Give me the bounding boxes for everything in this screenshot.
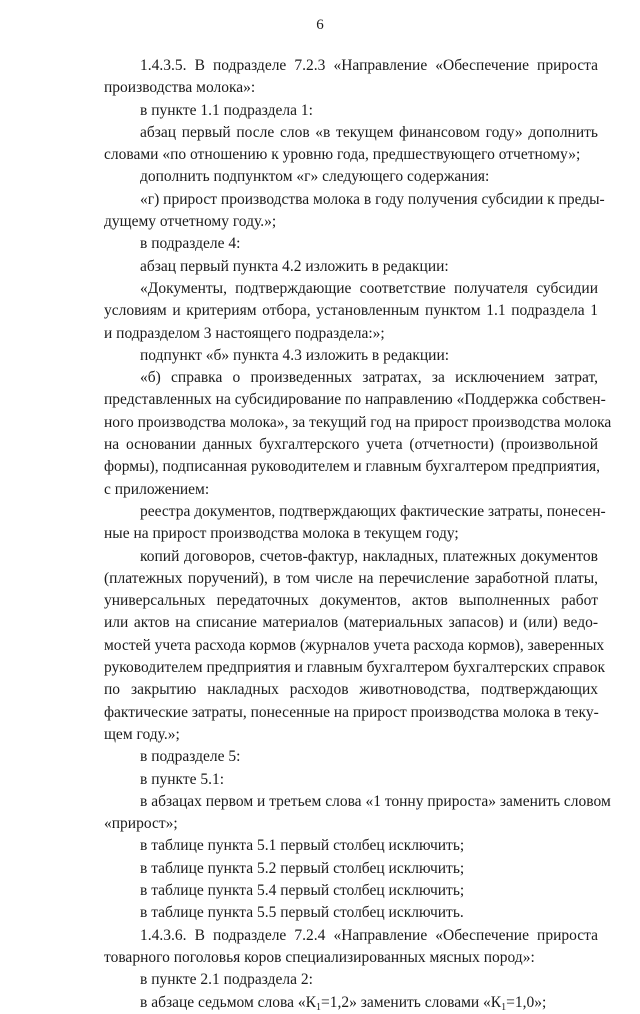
text-line: в пункте 2.1 подраздела 2: bbox=[140, 971, 313, 989]
last-line-part: =1,0»; bbox=[506, 993, 547, 1011]
text-line: или актов на списание материалов (материальных запасов) и (или) ведо- bbox=[104, 614, 598, 632]
text-line: товарного поголовья коров специализированных мясных пород»: bbox=[104, 948, 535, 966]
text-line: щем году.»; bbox=[104, 725, 180, 743]
text-line: «г) прирост производства молока в году получения субсидии к преды- bbox=[140, 190, 605, 208]
text-line: в таблице пункта 5.4 первый столбец исключить; bbox=[140, 881, 465, 899]
text-line: формы), подписанная руководителем и главным бухгалтером предприятия, bbox=[104, 458, 601, 476]
last-line-wrap bbox=[104, 992, 598, 1014]
text-line: «Документы, подтверждающие соответствие получателя субсидии bbox=[140, 279, 598, 297]
subscript: 1 bbox=[315, 1001, 321, 1013]
document-body bbox=[104, 55, 612, 991]
text-line: в подразделе 4: bbox=[140, 235, 241, 253]
text-line: словами «по отношению к уровню года, предшествующего отчетному»; bbox=[104, 146, 581, 164]
text-line: в таблице пункта 5.5 первый столбец исключить. bbox=[140, 904, 464, 922]
text-line: в пункте 1.1 подраздела 1: bbox=[140, 101, 313, 119]
text-line: 1.4.3.6. В подразделе 7.2.4 «Направление «Обеспечение прироста bbox=[140, 926, 598, 944]
text-line: копий договоров, счетов-фактур, накладных, платежных документов bbox=[140, 547, 598, 565]
text-line: производства молока»: bbox=[104, 79, 256, 97]
text-line: ного производства молока», за текущий год на прирост производства молока bbox=[104, 413, 612, 431]
text-line: фактические затраты, понесенные на прирост производства молока в теку- bbox=[104, 703, 599, 721]
text-line: дополнить подпунктом «г» следующего содержания: bbox=[140, 168, 490, 186]
text-line: и подразделом 3 настоящего подраздела:»; bbox=[104, 324, 385, 342]
text-line: подпункт «б» пункта 4.3 изложить в редакции: bbox=[140, 346, 450, 364]
text-line: в пункте 5.1: bbox=[140, 770, 225, 788]
last-line-part: в абзаце седьмом слова «К bbox=[140, 993, 316, 1011]
text-line: «прирост»; bbox=[104, 815, 178, 833]
text-line: реестра документов, подтверждающих фактические затраты, понесен- bbox=[140, 502, 606, 520]
text-line: абзац первый пункта 4.2 изложить в редакции: bbox=[140, 257, 449, 275]
text-line: на основании данных бухгалтерского учета (отчетности) (произвольной bbox=[104, 436, 598, 454]
text-line: в подразделе 5: bbox=[140, 748, 241, 766]
text-line: в абзацах первом и третьем слова «1 тонну прироста» заменить словом bbox=[140, 792, 611, 810]
page-number: 6 bbox=[316, 17, 324, 33]
text-line: универсальных передаточных документов, актов выполненных работ bbox=[104, 592, 598, 610]
last-line-part: =1,2» заменить словами «К bbox=[320, 993, 502, 1011]
text-line-last bbox=[104, 992, 598, 1014]
subscript: 1 bbox=[501, 1001, 507, 1013]
text-line: «б) справка о произведенных затратах, за исключением затрат, bbox=[140, 369, 598, 387]
text-line: дущему отчетному году.»; bbox=[104, 213, 277, 231]
text-line: ные на прирост производства молока в текущем году; bbox=[104, 525, 459, 543]
text-line: в таблице пункта 5.1 первый столбец исключить; bbox=[140, 837, 465, 855]
text-line: с приложением: bbox=[104, 480, 210, 498]
text-line: условиям и критериям отбора, установленным пунктом 1.1 подраздела 1 bbox=[104, 302, 598, 320]
text-line: по закрытию накладных расходов животноводства, подтверждающих bbox=[104, 681, 598, 699]
text-line: руководителем предприятия и главным бухгалтером бухгалтерских справок bbox=[104, 659, 606, 677]
text-line: (платежных поручений), в том числе на перечисление заработной платы, bbox=[104, 569, 598, 587]
text-line: представленных на субсидирование по направлению «Поддержка собствен- bbox=[104, 391, 606, 409]
text-line: 1.4.3.5. В подразделе 7.2.3 «Направление «Обеспечение прироста bbox=[140, 57, 598, 74]
text-line: мостей учета расхода кормов (журналов учета расхода кормов), заверенных bbox=[104, 636, 605, 654]
text-line: в таблице пункта 5.2 первый столбец исключить; bbox=[140, 859, 465, 877]
text-line: абзац первый после слов «в текущем финансовом году» дополнить bbox=[140, 123, 598, 141]
